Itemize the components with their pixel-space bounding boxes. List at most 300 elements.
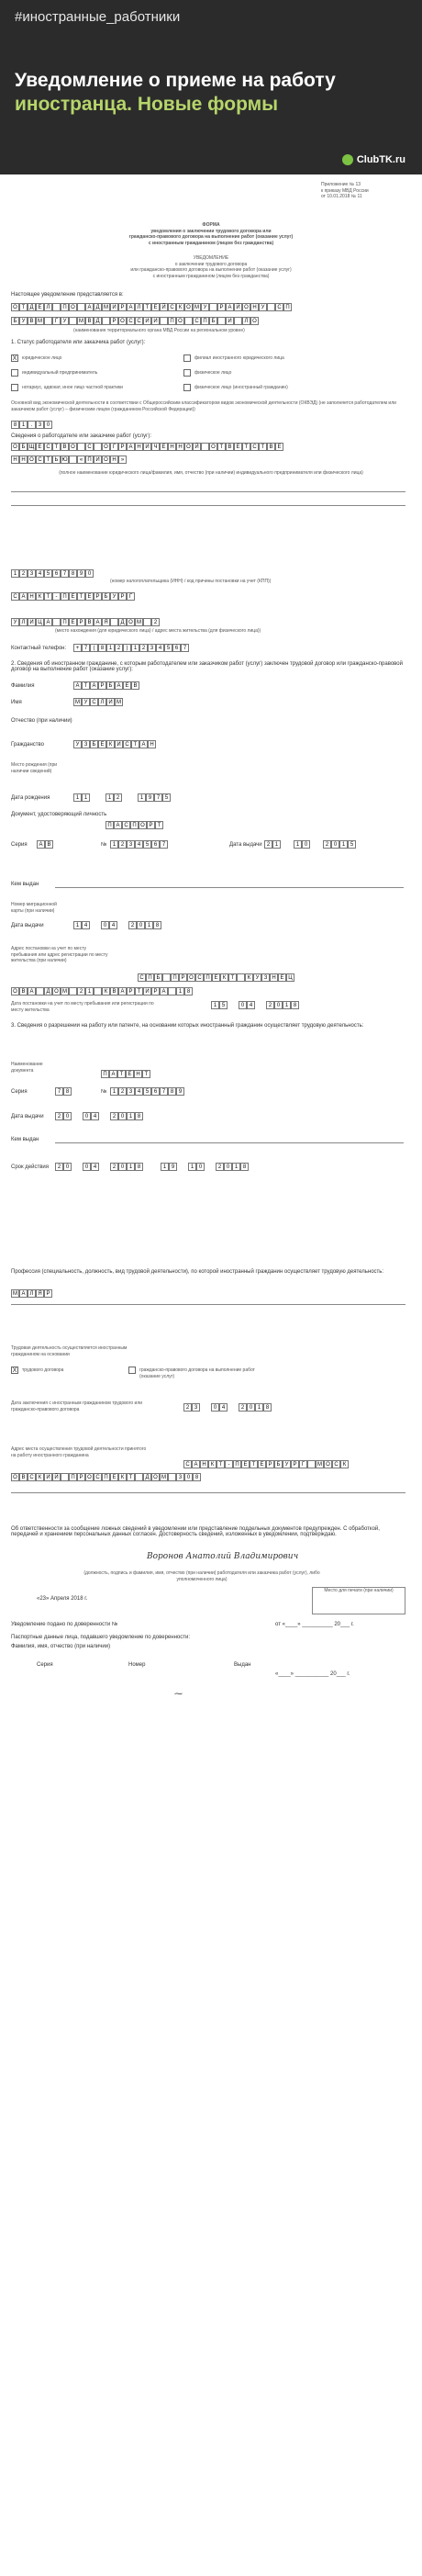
patent-issuer-line: [55, 1142, 404, 1143]
letter-cell: П: [101, 1070, 109, 1078]
letter-cell: М: [104, 305, 108, 310]
employer-line-1: [11, 443, 283, 451]
letter-cell: 1: [110, 1087, 118, 1096]
status-legal-entity-checkbox[interactable]: X: [12, 355, 17, 362]
status-notary-checkbox[interactable]: [11, 384, 18, 391]
letter-cell: 2: [264, 840, 272, 849]
letter-cell: Е: [160, 443, 168, 451]
contract-option: гражданско-правового договора на выполнение работ (оказание услуг): [139, 1367, 255, 1379]
letter-cell: Н: [110, 456, 118, 464]
letter-cell: О: [11, 1473, 19, 1481]
civil-contract-checkbox[interactable]: [128, 1367, 136, 1374]
status-foreign-individual-checkbox[interactable]: [183, 384, 191, 391]
letter-cell: Ц: [36, 618, 44, 626]
letter-cell: А: [139, 740, 148, 748]
letter-cell: М: [194, 305, 199, 310]
letter-cell: 5: [143, 1087, 151, 1096]
letter-cell: П: [61, 592, 69, 601]
issued-by-line: [55, 887, 404, 888]
letter-cell: 8: [135, 1163, 143, 1171]
letter-cell: 1: [11, 569, 19, 578]
letter-cell: У: [73, 740, 82, 748]
letter-cell: О: [242, 303, 250, 311]
letter-cell: A: [37, 840, 45, 849]
letter-cell: С: [123, 740, 131, 748]
status-branch-checkbox[interactable]: [183, 354, 191, 362]
divider: [11, 505, 405, 506]
letter-cell: М: [317, 1462, 322, 1468]
appendix-note: Приложение № 13 к приказу МВД России от 10.01.2018 № 11: [321, 182, 369, 199]
birthdate-year: [138, 793, 171, 802]
letter-cell: 0: [302, 840, 310, 849]
letter-cell: .: [28, 421, 36, 429]
letter-cell: 3: [192, 1403, 200, 1412]
letter-cell: 0: [118, 1112, 127, 1120]
letter-cell: Т: [131, 740, 139, 748]
letter-cell: 1: [138, 793, 146, 802]
letter-cell: О: [11, 303, 19, 311]
letter-cell: 3: [36, 421, 44, 429]
letter-cell: Т: [44, 456, 52, 464]
letter-cell: И: [143, 443, 151, 451]
letter-cell: 4: [36, 569, 44, 578]
letter-cell: Ь: [52, 456, 61, 464]
letter-cell: О: [52, 987, 61, 996]
letter-cell: Б: [102, 592, 110, 601]
letter-cell: 7: [160, 1087, 168, 1096]
letter-cell: 0: [63, 1112, 72, 1120]
letter-cell: 4: [156, 644, 164, 652]
letter-cell: Е: [241, 1460, 250, 1468]
letter-cell: Р: [217, 303, 226, 311]
letter-cell: И: [226, 317, 234, 325]
letter-cell: У: [283, 1460, 291, 1468]
letter-cell: Т: [52, 443, 61, 451]
letter-cell: А: [28, 987, 36, 996]
letter-cell: 6: [172, 644, 181, 652]
letter-cell: О: [176, 317, 184, 325]
letter-cell: Т: [19, 303, 28, 311]
letter-cell: П: [201, 317, 209, 325]
letter-cell: О: [184, 443, 193, 451]
letter-cell: 8: [168, 1087, 176, 1096]
letter-cell: 2: [77, 987, 85, 996]
letter-cell: Н: [250, 303, 259, 311]
address-cells: [11, 618, 160, 626]
letter-cell: 1: [127, 1163, 135, 1171]
letter-cell: З: [82, 740, 90, 748]
letter-cell: Р: [118, 592, 127, 601]
citizenship-cells: [73, 740, 156, 748]
form-title: ФОРМА уведомления о заключении трудового договора или гражданско-правового договора на выполнение работ (оказание услуг) с иностранным гражданином (лицом без гражданства): [128, 222, 294, 246]
issue-date-year: [323, 840, 356, 849]
letter-cell: 4: [219, 1403, 228, 1412]
letter-cell: [69, 456, 77, 464]
birthplace-label: Место рождения (при наличии сведений): [11, 762, 58, 774]
letter-cell: 0: [85, 569, 94, 578]
letter-cell: 4: [135, 840, 143, 849]
validity-to-day: [161, 1163, 177, 1171]
letter-cell: А: [118, 987, 127, 996]
letter-cell: Т: [228, 973, 237, 982]
banner-title-line1: Уведомление о приеме на работу: [15, 70, 336, 91]
doc-name-label: Наименование документа: [11, 1062, 43, 1074]
validity-to-month: [188, 1163, 205, 1171]
letter-cell: -: [225, 1460, 233, 1468]
mc-date-year: [128, 921, 161, 929]
letter-cell: И: [94, 456, 102, 464]
letter-cell: 1: [145, 921, 153, 929]
letter-cell: Е: [212, 973, 220, 982]
letter-cell: О: [139, 821, 147, 829]
letter-cell: [143, 618, 151, 626]
letter-cell: С: [195, 973, 204, 982]
letter-cell: Т: [82, 681, 90, 690]
letter-cell: 8: [263, 1403, 272, 1412]
letter-cell: Е: [98, 740, 106, 748]
letter-cell: 2: [110, 1112, 118, 1120]
letter-cell: 8: [69, 569, 77, 578]
letter-cell: М: [75, 700, 80, 705]
letter-cell: Б: [209, 317, 217, 325]
number-label: №: [101, 842, 107, 848]
letter-cell: О: [250, 317, 259, 325]
letter-cell: [234, 317, 242, 325]
letter-cell: С: [183, 1460, 192, 1468]
attorney-date: от «____» __________ 20___ г.: [275, 1622, 354, 1627]
letter-cell: 5: [164, 644, 172, 652]
letter-cell: 8: [135, 1112, 143, 1120]
letter-cell: С: [168, 303, 176, 311]
contract-option: трудового договора: [22, 1367, 64, 1373]
letter-cell: О: [127, 618, 135, 626]
letter-cell: [52, 303, 61, 311]
patent-series-cells: [55, 1087, 72, 1096]
reg-date-day: [211, 1001, 228, 1009]
letter-cell: С: [28, 1473, 36, 1481]
divider: [11, 1304, 405, 1305]
letter-cell: П: [102, 1473, 110, 1481]
letter-cell: Т: [77, 592, 85, 601]
letter-cell: 7: [55, 1087, 63, 1096]
letter-cell: В: [61, 443, 69, 451]
letter-cell: 1: [188, 1163, 196, 1171]
letter-cell: В: [131, 681, 139, 690]
letter-cell: У: [259, 303, 267, 311]
letter-cell: 1: [82, 793, 90, 802]
stamp-box: Место для печати (при наличии): [312, 1587, 405, 1614]
letter-cell: [168, 987, 176, 996]
profession-label: Профессия (специальность, должность, вид трудовой деятельности), по которой иностранный гражданин осуществляет трудовую деятельность:: [11, 1269, 384, 1275]
letter-cell: Ч: [151, 443, 160, 451]
letter-cell: 1: [232, 1163, 240, 1171]
letter-cell: Р: [291, 1460, 299, 1468]
letter-cell: Ц: [286, 973, 294, 982]
letter-cell: 5: [143, 840, 151, 849]
labor-contract-checkbox[interactable]: X: [12, 1367, 17, 1374]
letter-cell: 0: [239, 1001, 247, 1009]
letter-cell: И: [151, 317, 160, 325]
reg-date-month: [239, 1001, 255, 1009]
id-doc-label: Документ, удостоверяющий личность: [11, 812, 107, 817]
letter-cell: Т: [155, 821, 163, 829]
migration-card-label: Номер миграционной карты (при наличии): [11, 902, 57, 914]
letter-cell: Е: [151, 303, 160, 311]
letter-cell: О: [69, 443, 77, 451]
letter-cell: А: [90, 681, 98, 690]
letter-cell: 7: [160, 840, 168, 849]
letter-cell: П: [146, 973, 154, 982]
letter-cell: Е: [126, 1070, 134, 1078]
letter-cell: »: [118, 456, 127, 464]
status-individual-checkbox[interactable]: [183, 369, 191, 377]
contract-label: Трудовая деятельность осуществляется иностранным гражданином на основании: [11, 1345, 128, 1357]
letter-cell: М: [62, 989, 67, 995]
letter-cell: В: [28, 317, 36, 325]
letter-cell: П: [130, 821, 139, 829]
letter-cell: А: [85, 303, 94, 311]
letter-cell: 3: [148, 644, 156, 652]
letter-cell: О: [187, 973, 195, 982]
letter-cell: Й: [52, 1473, 61, 1481]
letter-cell: Р: [151, 987, 160, 996]
letter-cell: Р: [98, 681, 106, 690]
letter-cell: А: [192, 1460, 200, 1468]
letter-cell: Р: [110, 317, 118, 325]
letter-cell: П: [106, 821, 114, 829]
letter-cell: К: [36, 1473, 44, 1481]
letter-cell: Р: [94, 592, 102, 601]
inn-caption: (номер налогоплательщика (ИНН) / код причины постановки на учет (КПП)): [110, 579, 272, 584]
phone-label: Контактный телефон:: [11, 646, 67, 651]
letter-cell: Б: [11, 317, 19, 325]
letter-cell: З: [261, 973, 270, 982]
profession-cells: [11, 1289, 52, 1298]
letter-cell: М: [137, 620, 141, 625]
letter-cell: 7: [154, 793, 162, 802]
letter-cell: А: [44, 618, 52, 626]
letter-cell: 3: [176, 1473, 184, 1481]
letter-cell: И: [110, 303, 118, 311]
org-line-2: [11, 317, 259, 325]
letter-cell: 9: [146, 793, 154, 802]
letter-cell: В: [19, 987, 28, 996]
letter-cell: П: [61, 618, 69, 626]
letter-cell: Д: [94, 317, 102, 325]
status-option: индивидуальный предприниматель: [22, 370, 98, 376]
letter-cell: [77, 443, 85, 451]
issued-date-short: «____» ___________ 20___ г.: [275, 1671, 350, 1677]
banner-title-line2: иностранца. Новые формы: [15, 94, 279, 115]
letter-cell: Е: [275, 443, 283, 451]
letter-cell: Р: [118, 303, 127, 311]
letter-cell: Т: [242, 443, 250, 451]
passport-label: Паспортные данные лица, подавшего уведомление по доверенности:: [11, 1635, 190, 1640]
letter-cell: И: [28, 618, 36, 626]
inn-cells: [11, 569, 94, 578]
letter-cell: [135, 1473, 143, 1481]
org-line-1: [11, 303, 292, 311]
responsibility-statement: Об ответственности за сообщение ложных сведений в уведомлении или представление поддельных документов предупрежден. С обработкой, передачей и хранением персональных данных согласен. Достоверность сведений, изложенных в уведомлении, подтверждаю.: [11, 1526, 380, 1537]
letter-cell: 2: [19, 569, 28, 578]
reg-date-year: [266, 1001, 299, 1009]
status-ip-checkbox[interactable]: [11, 369, 18, 377]
letter-cell: Л: [44, 303, 52, 311]
letter-cell: П: [171, 973, 179, 982]
letter-cell: 1: [110, 840, 118, 849]
letter-cell: Я: [36, 1289, 44, 1298]
letter-cell: 5: [348, 840, 356, 849]
divider: [11, 1492, 405, 1493]
letter-cell: О: [28, 456, 36, 464]
submitted-to-label: Настоящее уведомление представляется в:: [11, 292, 124, 298]
letter-cell: К: [106, 740, 115, 748]
patent-number-label: №: [101, 1089, 107, 1095]
issued-by-label: Кем выдан: [11, 882, 39, 887]
letter-cell: Й: [193, 443, 201, 451]
status-option: филиал иностранного юридического лица: [194, 355, 284, 361]
letter-cell: Т: [117, 1070, 126, 1078]
issued-short: Выдан: [234, 1662, 251, 1668]
contract-date-day: [183, 1403, 200, 1412]
letter-cell: М: [117, 700, 121, 705]
mc-date-day: [73, 921, 90, 929]
section2-label: 2. Сведения об иностранном гражданине, с которым работодателем или заказчиком работ (услуг) заключен трудовой договор или гражданско-правовой договор на выполнение работ (оказание услуг):: [11, 661, 403, 672]
letter-cell: У: [201, 303, 209, 311]
letter-cell: 8: [184, 987, 193, 996]
letter-cell: Л: [28, 1289, 36, 1298]
letter-cell: И: [115, 740, 123, 748]
name-cells: [73, 698, 123, 706]
letter-cell: К: [118, 1473, 127, 1481]
mc-date-month: [101, 921, 117, 929]
okved-cells: [11, 421, 52, 429]
city-cells: [11, 592, 135, 601]
letter-cell: Н: [11, 456, 19, 464]
letter-cell: Т: [143, 303, 151, 311]
letter-cell: 2: [110, 1163, 118, 1171]
signature-caption: (должность, подпись и фамилия, имя, отчество (при наличии) работодателя или заказчика работ (услуг), либо уполномоченного лица): [83, 1570, 320, 1582]
letter-cell: 1: [272, 840, 281, 849]
letter-cell: П: [168, 317, 176, 325]
letter-cell: И: [143, 987, 151, 996]
letter-cell: 4: [91, 1163, 99, 1171]
hashtag: #иностранные_работники: [15, 9, 181, 25]
letter-cell: А: [19, 1289, 28, 1298]
letter-cell: 5: [162, 793, 171, 802]
letter-cell: 0: [137, 921, 145, 929]
letter-cell: Р: [179, 973, 187, 982]
letter-cell: С: [122, 821, 130, 829]
letter-cell: А: [127, 443, 135, 451]
letter-cell: К: [208, 1460, 217, 1468]
letter-cell: У: [19, 317, 28, 325]
letter-cell: Б: [106, 681, 115, 690]
patent-date-day: [55, 1112, 72, 1120]
letter-cell: М: [161, 1475, 166, 1480]
letter-cell: О: [11, 987, 19, 996]
letter-cell: 9: [176, 1087, 184, 1096]
letter-cell: [267, 303, 275, 311]
letter-cell: Г: [299, 1460, 307, 1468]
letter-cell: Н: [19, 456, 28, 464]
letter-cell: А: [94, 618, 102, 626]
letter-cell: Д: [44, 987, 52, 996]
letter-cell: 7: [61, 569, 69, 578]
reg-address-line-1: [138, 973, 294, 982]
letter-cell: С: [11, 592, 19, 601]
letter-cell: В: [226, 443, 234, 451]
notification-document: [0, 174, 422, 2576]
letter-cell: 1: [131, 644, 139, 652]
letter-cell: 0: [274, 1001, 283, 1009]
letter-cell: 1: [19, 421, 28, 429]
letter-cell: 1: [106, 644, 115, 652]
letter-cell: К: [340, 1460, 349, 1468]
letter-cell: 2: [118, 1087, 127, 1096]
letter-cell: «: [77, 456, 85, 464]
letter-cell: И: [106, 698, 115, 706]
letter-cell: Л: [242, 317, 250, 325]
letter-cell: Р: [118, 443, 127, 451]
notice-title: УВЕДОМЛЕНИЕ о заключении трудового договора или гражданско-правового договора на выполнение работ (оказание услуг) с иностранным гражданином (лицом без гражданства): [130, 255, 292, 279]
work-address-line-1: [183, 1460, 349, 1468]
id-doc-cells: [106, 821, 163, 829]
letter-cell: Г: [52, 317, 61, 325]
letter-cell: 1: [283, 1001, 291, 1009]
letter-cell: 6: [151, 840, 160, 849]
letter-cell: Е: [36, 303, 44, 311]
letter-cell: Н: [134, 1070, 142, 1078]
citizenship-label: Гражданство: [11, 742, 44, 748]
letter-cell: 2: [216, 1163, 224, 1171]
letter-cell: П: [69, 1473, 77, 1481]
letter-cell: Н: [28, 592, 36, 601]
letter-cell: 0: [83, 1163, 91, 1171]
letter-cell: У: [253, 973, 261, 982]
letter-cell: 1: [255, 1403, 263, 1412]
signature: Воронов Анатолий Владимирович: [147, 1552, 299, 1561]
sign-date: «23» Апреля 2018 г.: [37, 1596, 88, 1602]
section1-label: 1. Статус работодателя или заказчика работ (услуг):: [11, 340, 146, 345]
attorney-label: Уведомление подано по доверенности №: [11, 1622, 118, 1627]
letter-cell: В: [267, 443, 275, 451]
letter-cell: 2: [114, 793, 122, 802]
letter-cell: В: [19, 1473, 28, 1481]
letter-cell: А: [160, 987, 168, 996]
letter-cell: О: [184, 303, 193, 311]
patent-date-year: [110, 1112, 143, 1120]
letter-cell: Д: [143, 1473, 151, 1481]
letter-cell: Т: [142, 1070, 150, 1078]
contract-date-label: Дата заключения с иностранным гражданином трудового или гражданско-правового договора: [11, 1400, 143, 1412]
letter-cell: 0: [184, 1473, 193, 1481]
header-banner: [0, 0, 422, 174]
letter-cell: Б: [154, 973, 162, 982]
birthdate-label: Дата рождения: [11, 795, 50, 801]
letter-cell: С: [36, 456, 44, 464]
reg-address-line-2: [11, 987, 193, 996]
letter-cell: Р: [77, 1473, 85, 1481]
letter-cell: Р: [77, 618, 85, 626]
letter-cell: Б: [274, 1460, 283, 1468]
letter-cell: И: [44, 1473, 52, 1481]
letter-cell: Й: [234, 303, 242, 311]
letter-cell: [217, 317, 226, 325]
series-label: Серия: [11, 842, 28, 848]
letter-cell: +: [73, 644, 82, 652]
status-option: юридическое лицо: [22, 355, 62, 361]
